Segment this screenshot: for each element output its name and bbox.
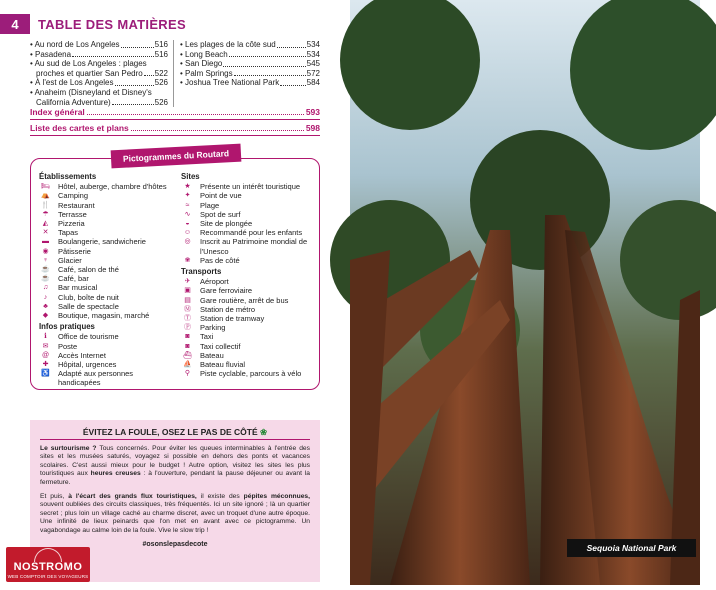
pictogram-icon: ♪: [43, 293, 48, 301]
pictogram-label: Piste cyclable, parcours à vélo: [200, 369, 302, 379]
pictogram-label: Taxi: [200, 332, 214, 342]
toc-columns: [30, 40, 320, 107]
pictogram-label: Gare ferroviaire: [200, 286, 253, 296]
pictogram-label: Point de vue: [200, 191, 242, 201]
toc-entry[interactable]: • Joshua Tree National Park 584: [180, 78, 320, 88]
pictogram-icon: @: [41, 351, 50, 359]
pictogram-label: Boutique, magasin, marché: [58, 311, 150, 321]
hashtag[interactable]: #osonslepasdecote: [142, 541, 208, 549]
pictogram-label: Salle de spectacle: [58, 301, 119, 311]
paragraph-2: Et puis, à l'écart des grands flux touristiques, il existe des pépites méconnues, souvent oubliées des circuits classiques, très fréquentés. Ici un site ignoré ; là un quartier secret ; plus loin un village caché au charme discret, avec un troquet d'une autre époque. Une infinité de lieux peinards que l'on met en avant avec ce pictogramme. Un vagabondage au calme loin de la foule. Vive le slow trip !: [40, 493, 310, 534]
pictogram-row: [39, 256, 177, 265]
pictogram-row: [181, 182, 317, 191]
pictogram-label: Recommandé pour les enfants: [200, 228, 303, 238]
pictogram-label: Pizzeria: [58, 219, 85, 229]
pictogram-icon: ◒: [185, 220, 190, 228]
pictogram-icon: ∿: [184, 210, 191, 218]
pictogram-row: [39, 247, 177, 256]
pictogram-label: Boulangerie, sandwicherie: [58, 237, 146, 247]
pictogram-row: [181, 256, 317, 265]
pictogram-row: [181, 351, 317, 360]
pictogram-label: Camping: [58, 191, 89, 201]
toc-entry[interactable]: • Pasadena 516: [30, 49, 168, 59]
pictogram-label: Aéroport: [200, 277, 229, 287]
pictogram-icon: ☺: [183, 229, 192, 237]
pictogram-label: Glacier: [58, 255, 82, 265]
pictogram-icon: ✉: [42, 342, 49, 350]
pictogram-icon: Ⓜ: [184, 305, 191, 313]
pictogram-label: Présente un intérêt touristique: [200, 182, 301, 192]
pictogram-label: Bar musical: [58, 283, 98, 293]
pictogram-icon: ✦: [184, 192, 191, 200]
pictogram-row: [181, 305, 317, 314]
pictogram-row: [181, 342, 317, 351]
pictogram-row: [181, 228, 317, 237]
pictogram-label: Tapas: [58, 228, 79, 238]
pictogram-label: Station de métro: [200, 304, 256, 314]
pictogram-row: [181, 332, 317, 341]
pictogram-row: [39, 332, 177, 341]
pictogram-row: [181, 314, 317, 323]
category-infos: Infos pratiques: [39, 322, 95, 332]
pictogram-column-left: [39, 171, 177, 388]
pictogram-label: Office de tourisme: [58, 332, 119, 342]
pictogram-label: Terrasse: [58, 209, 87, 219]
pictogram-label: Café, bar: [58, 274, 89, 284]
page-title: TABLE DES MATIÈRES: [38, 16, 186, 32]
left-page: [0, 0, 350, 585]
pictogram-row: [181, 369, 317, 378]
toc-entry[interactable]: • Long Beach 534: [180, 49, 320, 59]
pictogram-icon: ◙: [185, 333, 190, 341]
pictogram-row: [181, 277, 317, 286]
pictogram-row: [181, 210, 317, 219]
pictogram-label: Bateau fluvial: [200, 360, 246, 370]
toc-entry[interactable]: • Anaheim (Disneyland et Disney's California Adventure) 526: [30, 87, 168, 107]
page-header: [0, 14, 186, 34]
pictogram-icon: ◆: [42, 312, 49, 320]
pictogram-icon: ✕: [42, 229, 49, 237]
pictogram-row: [181, 201, 317, 210]
pictogram-row: [39, 351, 177, 360]
pictogram-icon: Ⓟ: [184, 324, 191, 332]
sequoia-photo: [350, 0, 716, 585]
pictogram-label: Hôtel, auberge, chambre d'hôtes: [58, 182, 167, 192]
pictogram-label: Pâtisserie: [58, 246, 91, 256]
pictogram-icon: ℹ: [44, 333, 47, 341]
toc-entry[interactable]: • Palm Springs 572: [180, 68, 320, 78]
pictogram-icon: ⛵: [183, 361, 192, 369]
category-etablissements: Établissements: [39, 172, 97, 181]
globe-icon: [34, 548, 62, 562]
pictogram-row: [181, 360, 317, 369]
sequoia-illustration: [350, 0, 700, 585]
divider: [40, 439, 310, 440]
toc-maps-entry[interactable]: Liste des cartes et plans 598: [30, 123, 320, 136]
pictogram-label: Spot de surf: [200, 209, 241, 219]
pictogram-icon: ⛺: [41, 192, 50, 200]
pictogram-icon: ⛴: [183, 351, 192, 359]
pictogram-icon: ✈: [184, 278, 191, 286]
pictogram-label: Gare routière, arrêt de bus: [200, 295, 289, 305]
category-transports: Transports: [181, 267, 222, 277]
pictogram-icon: ▬: [42, 238, 49, 246]
pictogram-icon: 🍴: [41, 201, 50, 209]
pictogram-row: [39, 265, 177, 274]
pictogram-icon: ◭: [42, 220, 49, 228]
pictogram-row: [39, 342, 177, 351]
pictogram-row: [39, 360, 177, 369]
pictogram-row: [39, 219, 177, 228]
pictogram-icon: ☕: [41, 275, 50, 283]
toc-entry[interactable]: • San Diego 545: [180, 59, 320, 69]
toc-entry[interactable]: • Les plages de la côte sud 534: [180, 40, 320, 49]
pictogram-icon: ⚲: [184, 370, 191, 378]
pictogram-row: [181, 191, 317, 200]
pictogram-legend: [30, 148, 320, 390]
pictogram-icon: ♿: [41, 370, 50, 378]
pictogram-row: [39, 191, 177, 200]
pictogram-icon: ☂: [42, 210, 49, 218]
toc-entry[interactable]: • À l'est de Los Angeles 526: [30, 78, 168, 88]
pictogram-icon: ★: [184, 183, 191, 191]
leaf-icon: ❀: [260, 427, 268, 437]
pictogram-icon: 🛏: [41, 183, 50, 191]
pictogram-label: Plage: [200, 200, 220, 210]
pictogram-label: Pas de côté: [200, 255, 240, 265]
pictogram-banner: Pictogrammes du Routard: [111, 144, 242, 169]
pictogram-row: [181, 219, 317, 228]
pictogram-icon: ◉: [42, 247, 49, 255]
pictogram-row: [181, 323, 317, 332]
pictogram-label: Café, salon de thé: [58, 265, 119, 275]
toc-column-2: [174, 40, 320, 107]
photo-credit: © imagebroker/hemis.fr: [710, 502, 716, 565]
pictogram-row: [39, 228, 177, 237]
pictogram-label: Club, boîte de nuit: [58, 292, 119, 302]
pictogram-label: Parking: [200, 323, 226, 333]
pictogram-label: Inscrit au Patrimoine mondial de l'Unesco: [200, 237, 308, 256]
pictogram-row: [39, 311, 177, 320]
category-sites: Sites: [181, 172, 200, 181]
pictogram-label: Site de plongée: [200, 219, 253, 229]
pictogram-label: Adapté aux personnes handicapées: [58, 369, 134, 388]
pictogram-row: [181, 237, 317, 255]
pictogram-row: [181, 296, 317, 305]
pictogram-row: [39, 283, 177, 292]
pictogram-icon: ♆: [42, 256, 49, 264]
pictogram-label: Taxi collectif: [200, 341, 241, 351]
page-number: 4: [0, 14, 30, 34]
paragraph-1: Le surtourisme ? Tous concernés. Pour éviter les queues interminables à l'entrée des sites et les musées saturés, voyagez si possible en dehors des ponts et vacances scolaires. C'est aussi mieux pour le budget ! Autre option, visitez les sites les plus touristiques aux heures creuses : à l'ouverture, pendant la pause déjeuner ou avant la fermeture.: [40, 445, 310, 486]
box-title: ÉVITEZ LA FOULE, OSEZ LE PAS DE CÔTÉ ❀: [82, 427, 268, 437]
pictogram-icon: ◎: [184, 238, 191, 246]
toc-column-1: [30, 40, 174, 107]
pictogram-label: Poste: [58, 341, 78, 351]
pictogram-icon: ♣: [43, 302, 48, 310]
pictogram-icon: ♫: [42, 284, 49, 292]
pictogram-icon: ☕: [41, 266, 50, 274]
pictogram-column-right: [181, 171, 317, 378]
toc-entry[interactable]: • Au sud de Los Angeles : plages proches et quartier San Pedro 522: [30, 59, 168, 78]
nostromo-logo[interactable]: NOSTROMO WEB COMPTOIR DES VOYAGEURS: [6, 547, 90, 582]
pictogram-row: [181, 286, 317, 295]
pictogram-icon: ✚: [42, 361, 49, 369]
pictogram-row: [39, 274, 177, 283]
pictogram-icon: ≈: [185, 201, 190, 209]
pictogram-row: [39, 210, 177, 219]
pictogram-row: [39, 302, 177, 311]
pictogram-row: [39, 369, 177, 387]
pictogram-label: Restaurant: [58, 200, 95, 210]
pictogram-row: [39, 182, 177, 191]
pictogram-label: Hôpital, urgences: [58, 360, 117, 370]
pictogram-icon: ◙: [185, 342, 190, 350]
toc-entry[interactable]: • Au nord de Los Angeles 516: [30, 40, 168, 49]
photo-caption: Sequoia National Park: [567, 539, 696, 557]
pictogram-row: [39, 293, 177, 302]
pictogram-icon: ▤: [184, 296, 191, 304]
pictogram-icon: Ⓣ: [184, 315, 191, 323]
pictogram-label: Accès Internet: [58, 350, 106, 360]
pictogram-row: [39, 201, 177, 210]
pictogram-label: Bateau: [200, 350, 224, 360]
pictogram-icon: ❀: [184, 256, 191, 264]
pictogram-row: [39, 237, 177, 246]
pictogram-icon: ▣: [184, 287, 191, 295]
toc-index-entry[interactable]: Index général 593: [30, 107, 320, 120]
pictogram-label: Station de tramway: [200, 314, 265, 324]
